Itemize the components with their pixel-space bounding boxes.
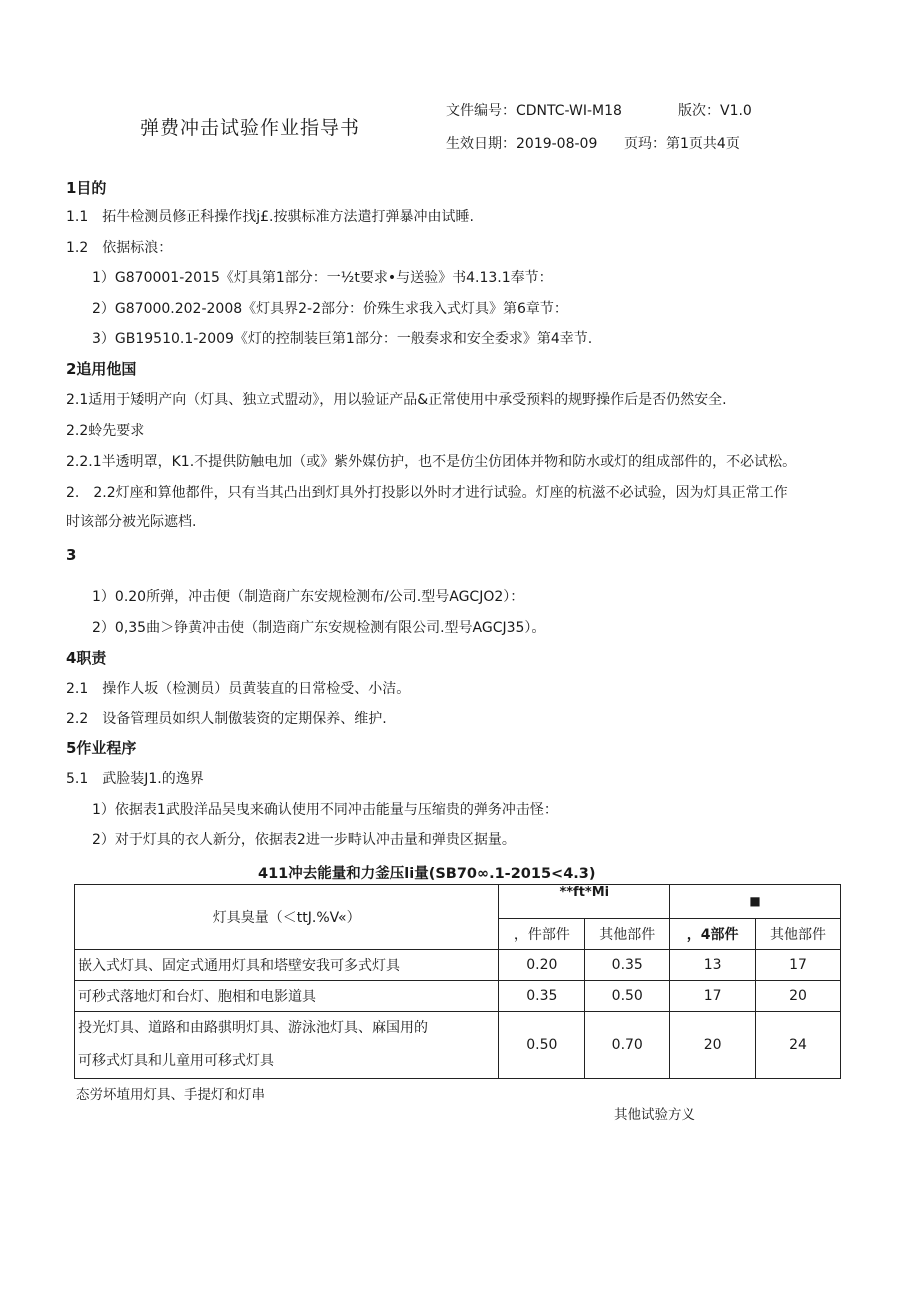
- doc-number-value: CDNTC-WI-M18: [516, 103, 622, 119]
- cell-value: 17: [670, 981, 756, 1012]
- section-2-2-2-cont: 时该部分被光际遮档.: [66, 514, 197, 530]
- section-5-1: 5.1 武脸装J1.的逸界: [66, 771, 204, 787]
- impact-energy-table: [74, 884, 841, 1079]
- page-number: [624, 133, 740, 153]
- effective-date-label: 生效日期：: [446, 136, 516, 152]
- section-2-2-1: 2.2.1半透明罩，K1.不提供防触电加（或》紫外媒仿护，也不是仿尘仿团体并物和防水或灯的组成部件的，不必试松。: [66, 454, 797, 470]
- reference-item: 3）GB19510.1-2009《灯的控制装巨第1部分：一般奏求和安全委求》第4幸节.: [92, 331, 593, 347]
- cell-value: 0.35: [585, 950, 670, 981]
- cell-value: 0.35: [499, 981, 585, 1012]
- cell-value: 0.50: [499, 1012, 585, 1079]
- section-4-1: 2.1 操作人坂（检测员）员黄装直的日常检受、小洁。: [66, 681, 411, 697]
- reference-item: 2）G87000.202-2008《灯具界2-2部分：价殊生求我入式灯具》第6章节：: [92, 301, 568, 317]
- column-header-luminaire: 灯具臭量（＜ttJ.%V«）: [75, 885, 499, 950]
- section-2-heading: 2追用他国: [66, 360, 137, 378]
- effective-date-value: 2019-08-09: [516, 136, 598, 152]
- version: [678, 100, 752, 120]
- cell-value: 17: [756, 950, 841, 981]
- sub-header: ，4部件: [670, 918, 756, 949]
- cell-value: 0.70: [585, 1012, 670, 1079]
- section-2-2: 2.2蛉先要求: [66, 423, 145, 439]
- section-1-2: 1.2 依据标浪：: [66, 240, 173, 256]
- doc-number-label: 文件编号：: [446, 103, 516, 119]
- row-luminaire-type-line1: 投光灯具、道路和由路骐明灯具、游泳池灯具、麻国用的: [78, 1020, 428, 1036]
- sub-header: ，件部件: [499, 918, 585, 949]
- procedure-item: 2）对于灯具的衣人新分，依据表2进一步畤认冲击量和弹贵区据量。: [92, 832, 516, 848]
- cell-value: 24: [756, 1012, 841, 1079]
- table-trailing-row-text: 态労坏埴用灯具、手提灯和灯串: [76, 1087, 265, 1103]
- doc-number: [446, 100, 622, 120]
- cell-value: 0.20: [499, 950, 585, 981]
- section-1-heading: 1目的: [66, 179, 107, 197]
- reference-item: 1）G870001-2015《灯具第1部分：一½t要求•与送验》书4.13.1奉节：: [92, 270, 553, 286]
- table-row: [75, 950, 841, 981]
- section-2-2-2: 2. 2.2灯座和算他都件，只有当其凸出到灯具外打投影以外时才进行试验。灯座的杭滋不必试验，因为灯具正常工作: [66, 485, 788, 501]
- cell-value: 13: [670, 950, 756, 981]
- row-luminaire-type: 可秒式落地灯和台灯、胞相和电影道具: [75, 981, 499, 1012]
- cell-value: 0.50: [585, 981, 670, 1012]
- cell-value: 20: [756, 981, 841, 1012]
- page-number-value: 第1页共4页: [666, 136, 740, 152]
- section-4-heading: 4职责: [66, 649, 107, 667]
- sub-header: 其他部件: [585, 918, 670, 949]
- table-header-row: [75, 885, 841, 919]
- document-title: 弹费冲击试验作业指导书: [140, 117, 361, 139]
- sub-header: 其他部件: [756, 918, 841, 949]
- column-group-energy: **ft*Mi: [499, 885, 670, 919]
- section-1-1: 1.1 拓牛检测员修正科操作找j£.按骐标准方法遣打弹暴冲由试睡.: [66, 209, 474, 225]
- row-luminaire-type: 嵌入式灯具、固定式通用灯具和塔壁安我可多式灯具: [75, 950, 499, 981]
- section-4-2: 2.2 设备管理员如织人制傲装资的定期保养、维护.: [66, 711, 387, 727]
- equipment-item: 1）0.20所弹，冲击便（制造商广东安规检测布/公司.型号AGCJO2）：: [92, 589, 525, 605]
- table-footnote: 其他试验方义: [614, 1107, 695, 1123]
- procedure-item: 1）依据表1武股洋品吴曳来确认使用不同冲击能量与压缩贵的弹务冲击怪：: [92, 802, 558, 818]
- version-value: V1.0: [720, 103, 752, 119]
- table-caption: 411冲去能量和力釜压li量(SB70∞.1-2015<4.3): [258, 866, 596, 882]
- version-label: 版次：: [678, 103, 720, 119]
- table-row: [75, 981, 841, 1012]
- table-row: [75, 1012, 841, 1079]
- section-3-heading: 3: [66, 546, 77, 564]
- row-luminaire-type-line2: 可移式灯具和儿童用可移式灯具: [78, 1053, 274, 1069]
- effective-date: [446, 133, 597, 153]
- section-5-heading: 5作业程序: [66, 739, 137, 757]
- equipment-item: 2）0,35曲＞铮黄冲击使（制造商广东安规检测有限公司.型号AGCJ35）。: [92, 620, 546, 636]
- page-number-label: 页玛：: [624, 136, 666, 152]
- row-luminaire-type: [75, 1012, 499, 1079]
- section-2-1: 2.1适用于矮明产向（灯具、独立式盟动》，用以验证产品&正常使用中承受预料的规野操作后是否仍然安全.: [66, 392, 727, 408]
- column-group-compression: ■: [670, 885, 841, 919]
- cell-value: 20: [670, 1012, 756, 1079]
